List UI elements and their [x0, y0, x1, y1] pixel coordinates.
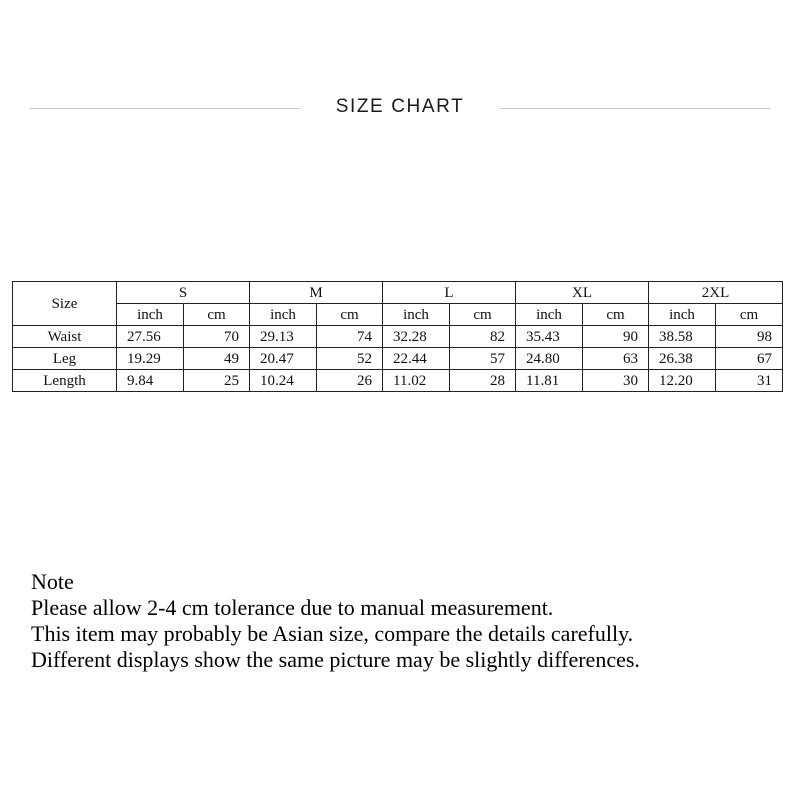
- waist-xl-cm: 90: [583, 326, 649, 348]
- unit-cm: cm: [716, 304, 783, 326]
- leg-s-inch: 19.29: [117, 348, 184, 370]
- size-header-s: S: [117, 282, 250, 304]
- waist-l-cm: 82: [450, 326, 516, 348]
- note-line: Different displays show the same picture may be slightly differences.: [31, 647, 640, 672]
- size-chart-header: [30, 96, 770, 122]
- waist-2xl-inch: 38.58: [649, 326, 716, 348]
- header-divider-right: [500, 108, 770, 109]
- row-label-length: Length: [13, 370, 117, 392]
- unit-inch: inch: [649, 304, 716, 326]
- waist-s-cm: 70: [184, 326, 250, 348]
- note-line: Please allow 2-4 cm tolerance due to manual measurement.: [31, 595, 554, 620]
- unit-inch: inch: [250, 304, 317, 326]
- size-header-m: M: [250, 282, 383, 304]
- size-header-row: [13, 282, 783, 304]
- waist-l-inch: 32.28: [383, 326, 450, 348]
- unit-cm: cm: [184, 304, 250, 326]
- leg-s-cm: 49: [184, 348, 250, 370]
- page-title: SIZE CHART: [335, 96, 465, 117]
- waist-s-inch: 27.56: [117, 326, 184, 348]
- length-s-inch: 9.84: [117, 370, 184, 392]
- length-2xl-inch: 12.20: [649, 370, 716, 392]
- note-line: This item may probably be Asian size, compare the details carefully.: [31, 621, 634, 646]
- size-header-2xl: 2XL: [649, 282, 783, 304]
- waist-xl-inch: 35.43: [516, 326, 583, 348]
- size-header-l: L: [383, 282, 516, 304]
- table-row: [13, 348, 783, 370]
- waist-2xl-cm: 98: [716, 326, 783, 348]
- table-row: [13, 326, 783, 348]
- size-column-header: Size: [13, 282, 117, 326]
- unit-cm: cm: [317, 304, 383, 326]
- waist-m-inch: 29.13: [250, 326, 317, 348]
- row-label-waist: Waist: [13, 326, 117, 348]
- leg-l-cm: 57: [450, 348, 516, 370]
- length-s-cm: 25: [184, 370, 250, 392]
- unit-inch: inch: [383, 304, 450, 326]
- note-block: [31, 569, 791, 673]
- leg-m-cm: 52: [317, 348, 383, 370]
- leg-m-inch: 20.47: [250, 348, 317, 370]
- size-header-xl: XL: [516, 282, 649, 304]
- length-xl-cm: 30: [583, 370, 649, 392]
- leg-l-inch: 22.44: [383, 348, 450, 370]
- length-2xl-cm: 31: [716, 370, 783, 392]
- length-xl-inch: 11.81: [516, 370, 583, 392]
- row-label-leg: Leg: [13, 348, 117, 370]
- size-table: [12, 281, 783, 392]
- leg-2xl-inch: 26.38: [649, 348, 716, 370]
- unit-cm: cm: [450, 304, 516, 326]
- unit-header-row: [13, 304, 783, 326]
- unit-cm: cm: [583, 304, 649, 326]
- leg-xl-inch: 24.80: [516, 348, 583, 370]
- unit-inch: inch: [117, 304, 184, 326]
- length-m-inch: 10.24: [250, 370, 317, 392]
- table-row: [13, 370, 783, 392]
- length-l-cm: 28: [450, 370, 516, 392]
- length-l-inch: 11.02: [383, 370, 450, 392]
- leg-xl-cm: 63: [583, 348, 649, 370]
- leg-2xl-cm: 67: [716, 348, 783, 370]
- length-m-cm: 26: [317, 370, 383, 392]
- waist-m-cm: 74: [317, 326, 383, 348]
- unit-inch: inch: [516, 304, 583, 326]
- note-heading: Note: [31, 569, 74, 594]
- header-divider-left: [30, 108, 300, 109]
